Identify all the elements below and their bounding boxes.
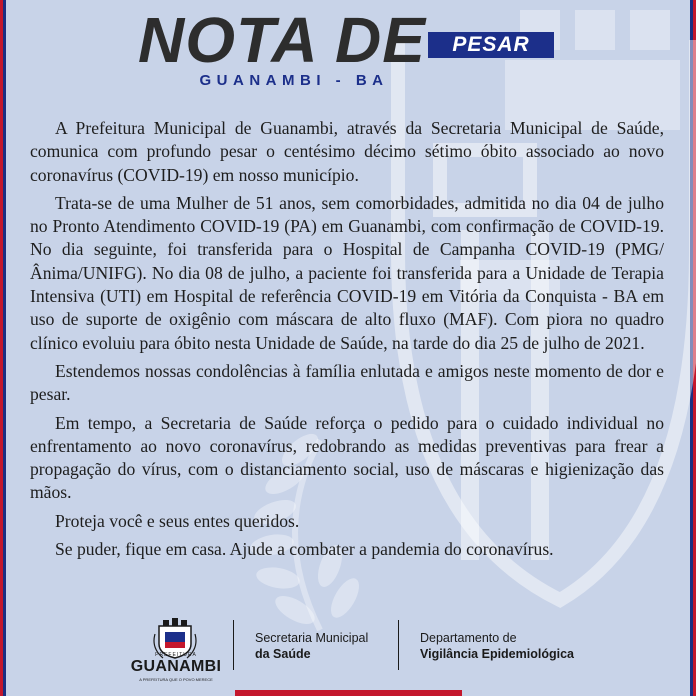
paragraph-prevention: Em tempo, a Secretaria de Saúde reforça o pedido para o cuidado individual no enfrentamento ao novo coronavírus, redobrando as medidas preventivas para frear a propagação do vírus, com o distanciamento social, uso de máscaras e higienização das mãos. (30, 412, 664, 503)
page-subtitle: GUANAMBI - BA (199, 72, 389, 89)
paragraph-stay-home: Se puder, fique em casa. Ajude a combater a pandemia do coronavírus. (55, 539, 554, 560)
secretaria-line1: Secretaria Municipal (255, 631, 369, 645)
logo-name: GUANAMBI (130, 658, 222, 675)
footer-divider (398, 620, 399, 670)
paragraph-intro: A Prefeitura Municipal de Guanambi, através da Secretaria Municipal de Saúde, comunica com profundo pesar o centésimo décimo sétimo óbito associado ao novo coronavírus (COVID-19) em nosso município. (30, 118, 664, 185)
footer-departamento (420, 630, 574, 662)
announcement-body (30, 117, 664, 561)
paragraph-condolences: Estendemos nossas condolências à família enlutada e amigos neste momento de dor e pesar. (30, 360, 664, 405)
paragraph-protect: Proteja você e seus entes queridos. (55, 510, 300, 531)
title-badge: PESAR (428, 32, 554, 58)
page-title: NOTA DE (138, 4, 426, 76)
logo-tagline: A PREFEITURA QUE O POVO MERECE (139, 677, 213, 682)
bottom-accent-bar (235, 690, 462, 696)
paragraph-case-details: Trata-se de uma Mulher de 51 anos, sem comorbidades, admitida no dia 04 de julho no Pronto Atendimento COVID-19 (PA) em Guanambi, com confirmação de COVID-19. No dia seguinte, foi transferida para o Hospital de Campanha COVID-19 (PMG/Ânima/UNIFG). No dia 08 de julho, a paciente foi transferida para a Unidade de Terapia Intensiva (UTI) em Hospital de referência COVID-19 em Vitória da Conquista - BA em uso de suporte de oxigênio com máscara de alto fluxo (MAF). Com piora no quadro clínico evoluiu para óbito nesta Unidade de Saúde, na tarde do dia 25 de julho de 2021. (30, 192, 664, 353)
footer-secretaria (255, 630, 368, 662)
logo-top-text: PREFEITURA (155, 652, 197, 658)
footer-divider (233, 620, 234, 670)
secretaria-line2: da Saúde (255, 647, 311, 661)
departamento-line1: Departamento de (420, 631, 517, 645)
departamento-line2: Vigilância Epidemiológica (420, 647, 574, 661)
